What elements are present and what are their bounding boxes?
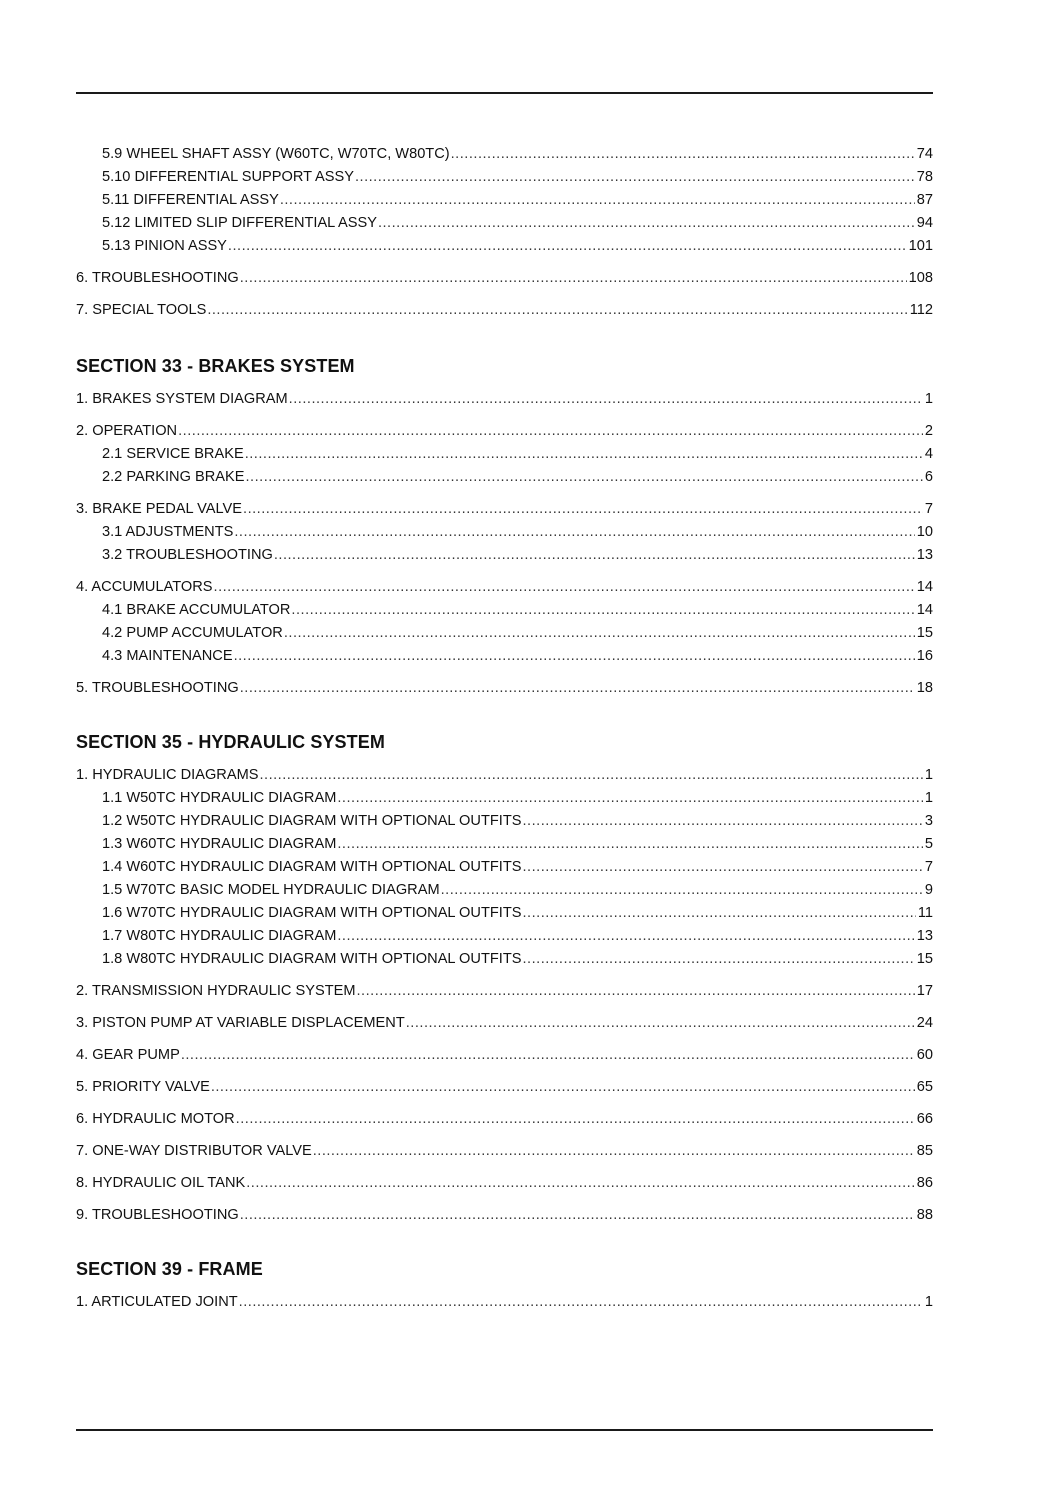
page-number: 6 [924, 469, 933, 485]
entry-title: 1.6 W70TC HYDRAULIC DIAGRAM WITH OPTIONAL OUTFITS [102, 905, 522, 921]
header-rule [76, 92, 933, 94]
entry-title: 8. HYDRAULIC OIL TANK [76, 1175, 246, 1191]
dot-leader [313, 1140, 915, 1163]
dot-leader [240, 267, 907, 290]
entry-title: 5. PRIORITY VALVE [76, 1079, 210, 1095]
toc-entry[interactable] [76, 1291, 933, 1314]
page-number: 14 [916, 602, 933, 618]
section-heading: SECTION 39 - FRAME [76, 1259, 263, 1279]
dot-leader [240, 677, 915, 700]
dot-leader [240, 1204, 915, 1227]
entry-title: 6. HYDRAULIC MOTOR [76, 1111, 235, 1127]
toc-section [76, 1257, 933, 1314]
toc-subentry[interactable] [76, 902, 933, 925]
entry-title: 1.8 W80TC HYDRAULIC DIAGRAM WITH OPTIONAL OUTFITS [102, 951, 522, 967]
entry-title: 2.2 PARKING BRAKE [102, 469, 245, 485]
entry-title: 5.13 PINION ASSY [102, 238, 227, 254]
entry-title: 1. HYDRAULIC DIAGRAMS [76, 767, 259, 783]
toc-entry[interactable] [76, 267, 933, 290]
dot-leader [284, 622, 915, 645]
toc-subentry[interactable] [76, 143, 933, 166]
entry-title: 3.1 ADJUSTMENTS [102, 524, 234, 540]
toc-entry[interactable] [76, 677, 933, 700]
toc-subentry[interactable] [76, 189, 933, 212]
entry-title: 4. GEAR PUMP [76, 1047, 180, 1063]
page-number: 16 [916, 648, 933, 664]
toc-section [76, 143, 933, 322]
dot-leader [211, 1076, 915, 1099]
entry-title: 3. BRAKE PEDAL VALVE [76, 501, 243, 517]
toc-group [76, 677, 933, 700]
dot-leader [378, 212, 915, 235]
toc-subentry[interactable] [76, 466, 933, 489]
toc-subentry[interactable] [76, 443, 933, 466]
toc-group [76, 1140, 933, 1163]
page-number: 2 [924, 423, 933, 439]
entry-title: 1. BRAKES SYSTEM DIAGRAM [76, 391, 288, 407]
toc-entry[interactable] [76, 1108, 933, 1131]
toc-group [76, 1291, 933, 1314]
toc-subentry[interactable] [76, 645, 933, 668]
dot-leader [522, 948, 914, 971]
page-number: 24 [916, 1015, 933, 1031]
toc-subentry[interactable] [76, 622, 933, 645]
page-number: 1 [924, 767, 933, 783]
toc-entry[interactable] [76, 1012, 933, 1035]
entry-title: 2. TRANSMISSION HYDRAULIC SYSTEM [76, 983, 356, 999]
toc-group [76, 1012, 933, 1035]
dot-leader [274, 544, 915, 567]
entry-title: 5. TROUBLESHOOTING [76, 680, 239, 696]
toc-section [76, 730, 933, 1227]
dot-leader [245, 443, 923, 466]
toc-entry[interactable] [76, 764, 933, 787]
toc-entry[interactable] [76, 1172, 933, 1195]
page-number: 101 [908, 238, 933, 254]
page-number: 87 [916, 192, 933, 208]
toc-section [76, 354, 933, 700]
entry-title: 2.1 SERVICE BRAKE [102, 446, 244, 462]
page-number: 85 [916, 1143, 933, 1159]
toc-entry[interactable] [76, 1076, 933, 1099]
dot-leader [357, 980, 915, 1003]
dot-leader [214, 576, 915, 599]
page-number: 9 [924, 882, 933, 898]
dot-leader [337, 787, 923, 810]
entry-title: 1.3 W60TC HYDRAULIC DIAGRAM [102, 836, 337, 852]
toc-subentry[interactable] [76, 879, 933, 902]
toc-entry[interactable] [76, 388, 933, 411]
entry-title: 1.5 W70TC BASIC MODEL HYDRAULIC DIAGRAM [102, 882, 440, 898]
page-number: 1 [924, 790, 933, 806]
toc-group [76, 1204, 933, 1227]
toc-subentry[interactable] [76, 833, 933, 856]
page-number: 112 [909, 302, 933, 318]
page-number: 14 [916, 579, 933, 595]
entry-title: 2. OPERATION [76, 423, 178, 439]
toc-subentry[interactable] [76, 948, 933, 971]
dot-leader [406, 1012, 915, 1035]
toc-subentry[interactable] [76, 544, 933, 567]
footer-rule [76, 1429, 933, 1431]
toc-group [76, 1044, 933, 1067]
toc-group [76, 576, 933, 668]
toc-group [76, 1076, 933, 1099]
dot-leader [337, 925, 914, 948]
entry-title: 5.10 DIFFERENTIAL SUPPORT ASSY [102, 169, 354, 185]
page-number: 86 [916, 1175, 933, 1191]
entry-title: 4.2 PUMP ACCUMULATOR [102, 625, 283, 641]
dot-leader [236, 1108, 915, 1131]
dot-leader [234, 521, 914, 544]
entry-title: 1.7 W80TC HYDRAULIC DIAGRAM [102, 928, 337, 944]
toc-group [76, 420, 933, 489]
toc-subentry[interactable] [76, 212, 933, 235]
entry-title: 1.4 W60TC HYDRAULIC DIAGRAM WITH OPTIONAL OUTFITS [102, 859, 522, 875]
dot-leader [243, 498, 923, 521]
page-number: 17 [916, 983, 933, 999]
toc-group [76, 498, 933, 567]
dot-leader [337, 833, 923, 856]
dot-leader [522, 810, 922, 833]
toc-group [76, 299, 933, 322]
section-heading: SECTION 33 - BRAKES SYSTEM [76, 356, 355, 376]
toc-group [76, 267, 933, 290]
page-number: 78 [916, 169, 933, 185]
dot-leader [245, 466, 922, 489]
page-number: 13 [916, 928, 933, 944]
toc-entry[interactable] [76, 299, 933, 322]
page-number: 60 [916, 1047, 933, 1063]
entry-title: 6. TROUBLESHOOTING [76, 270, 239, 286]
dot-leader [178, 420, 923, 443]
entry-title: 1.2 W50TC HYDRAULIC DIAGRAM WITH OPTIONAL OUTFITS [102, 813, 522, 829]
page-number: 18 [916, 680, 933, 696]
entry-title: 7. ONE-WAY DISTRIBUTOR VALVE [76, 1143, 312, 1159]
dot-leader [280, 189, 915, 212]
dot-leader [522, 902, 915, 925]
entry-title: 4.1 BRAKE ACCUMULATOR [102, 602, 291, 618]
page-number: 5 [924, 836, 933, 852]
entry-title: 5.11 DIFFERENTIAL ASSY [102, 192, 279, 208]
entry-title: 4. ACCUMULATORS [76, 579, 213, 595]
dot-leader [181, 1044, 915, 1067]
toc-entry[interactable] [76, 1204, 933, 1227]
page-number: 15 [916, 951, 933, 967]
dot-leader [522, 856, 922, 879]
toc-subentry[interactable] [76, 925, 933, 948]
page-number: 3 [924, 813, 933, 829]
page-number: 4 [924, 446, 933, 462]
toc-group [76, 980, 933, 1003]
toc-subentry[interactable] [76, 810, 933, 833]
toc-group [76, 1172, 933, 1195]
toc-subentry[interactable] [76, 787, 933, 810]
page-number: 15 [916, 625, 933, 641]
page-number: 13 [916, 547, 933, 563]
toc-group [76, 1108, 933, 1131]
page-number: 7 [924, 859, 933, 875]
entry-title: 1. ARTICULATED JOINT [76, 1294, 238, 1310]
entry-title: 5.9 WHEEL SHAFT ASSY (W60TC, W70TC, W80TC) [102, 146, 450, 162]
toc-entry[interactable] [76, 1044, 933, 1067]
dot-leader [239, 1291, 923, 1314]
entry-title: 5.12 LIMITED SLIP DIFFERENTIAL ASSY [102, 215, 377, 231]
dot-leader [441, 879, 923, 902]
page-number: 7 [924, 501, 933, 517]
entry-title: 3. PISTON PUMP AT VARIABLE DISPLACEMENT [76, 1015, 405, 1031]
entry-title: 9. TROUBLESHOOTING [76, 1207, 239, 1223]
page-number: 74 [916, 146, 933, 162]
entry-title: 3.2 TROUBLESHOOTING [102, 547, 273, 563]
page-number: 1 [924, 1294, 933, 1310]
page-number: 66 [916, 1111, 933, 1127]
page-number: 94 [916, 215, 933, 231]
dot-leader [355, 166, 915, 189]
toc-group [76, 143, 933, 258]
page-number: 10 [916, 524, 933, 540]
page-number: 65 [916, 1079, 933, 1095]
toc-entry[interactable] [76, 980, 933, 1003]
table-of-contents [76, 143, 933, 1323]
toc-entry[interactable] [76, 576, 933, 599]
page-number: 11 [917, 905, 933, 921]
section-heading: SECTION 35 - HYDRAULIC SYSTEM [76, 732, 385, 752]
dot-leader [246, 1172, 915, 1195]
dot-leader [289, 388, 923, 411]
toc-subentry[interactable] [76, 235, 933, 258]
toc-subentry[interactable] [76, 599, 933, 622]
toc-entry[interactable] [76, 498, 933, 521]
dot-leader [451, 143, 915, 166]
dot-leader [207, 299, 907, 322]
page-number: 108 [908, 270, 933, 286]
dot-leader [228, 235, 907, 258]
dot-leader [259, 764, 922, 787]
toc-group [76, 388, 933, 411]
page-number: 1 [924, 391, 933, 407]
entry-title: 4.3 MAINTENANCE [102, 648, 233, 664]
toc-subentry[interactable] [76, 856, 933, 879]
entry-title: 1.1 W50TC HYDRAULIC DIAGRAM [102, 790, 337, 806]
page-number: 88 [916, 1207, 933, 1223]
toc-group [76, 764, 933, 971]
toc-entry[interactable] [76, 420, 933, 443]
toc-entry[interactable] [76, 1140, 933, 1163]
toc-subentry[interactable] [76, 521, 933, 544]
dot-leader [291, 599, 914, 622]
entry-title: 7. SPECIAL TOOLS [76, 302, 207, 318]
toc-subentry[interactable] [76, 166, 933, 189]
dot-leader [234, 645, 915, 668]
